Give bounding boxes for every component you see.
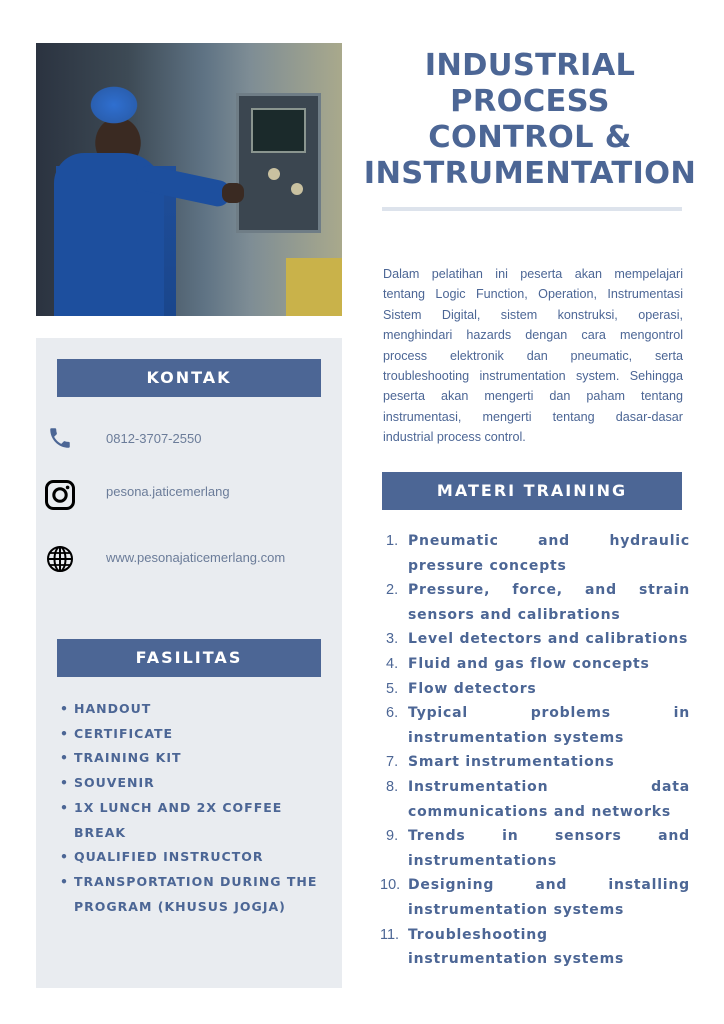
materi-item xyxy=(386,652,690,677)
contact-phone xyxy=(44,422,202,454)
materi-text: Trends in sensors and instrumentations xyxy=(408,828,690,869)
contact-website xyxy=(44,543,286,575)
facility-item: • QUALIFIED INSTRUCTOR xyxy=(58,845,328,870)
title-divider xyxy=(382,207,682,211)
facility-item: • SOUVENIR xyxy=(58,771,328,796)
materi-item xyxy=(380,923,690,972)
materi-item xyxy=(386,578,690,627)
control-screen-image xyxy=(251,108,306,153)
materi-text: Troubleshooting instrumentation systems xyxy=(408,926,625,968)
materi-item xyxy=(386,750,690,775)
materi-item xyxy=(386,824,690,873)
materi-number: 1. xyxy=(386,533,399,549)
materi-number: 10. xyxy=(380,877,401,894)
facility-item: • CERTIFICATE xyxy=(58,722,328,747)
materi-number: 2. xyxy=(386,582,399,599)
materi-number: 5. xyxy=(386,680,399,697)
instagram-handle[interactable]: pesona.jaticemerlang xyxy=(106,484,230,499)
materi-text: Pneumatic and hydraulic pressure concepts xyxy=(408,533,690,574)
materi-item xyxy=(386,701,690,750)
materi-text: Flow detectors xyxy=(408,680,537,697)
materi-number: 11. xyxy=(380,926,400,943)
materi-text: Level detectors and calibrations xyxy=(408,631,689,648)
contact-instagram xyxy=(44,479,230,511)
panel-knob xyxy=(268,168,280,180)
materi-item xyxy=(386,529,690,578)
contact-heading: KONTAK xyxy=(57,359,321,397)
materi-text: Instrumentation data communications and networks xyxy=(408,778,690,820)
hero-photo xyxy=(36,43,342,316)
panel-knob xyxy=(291,183,303,195)
materi-item xyxy=(386,775,690,824)
materi-number: 7. xyxy=(386,754,399,771)
worker-hand xyxy=(222,183,244,203)
page-title: INDUSTRIAL PROCESS CONTROL & INSTRUMENTATION xyxy=(363,48,697,191)
facility-item: • TRAINING KIT xyxy=(58,746,328,771)
materi-text: Pressure, force, and strain sensors and calibrations xyxy=(408,582,690,623)
phone-number[interactable]: 0812-3707-2550 xyxy=(106,431,202,446)
instagram-icon xyxy=(44,479,76,511)
materi-text: Typical problems in instrumentation systems xyxy=(408,705,690,746)
globe-icon xyxy=(44,543,76,575)
materi-number: 4. xyxy=(386,655,399,672)
facilities-list xyxy=(58,697,328,919)
machine-housing xyxy=(286,258,342,316)
materi-heading: MATERI TRAINING xyxy=(382,472,682,510)
materi-number: 3. xyxy=(386,631,399,648)
materi-item xyxy=(386,677,690,702)
materi-text: Fluid and gas flow concepts xyxy=(408,655,650,672)
materi-number: 6. xyxy=(386,705,399,722)
phone-icon xyxy=(44,422,76,454)
facility-item: • HANDOUT xyxy=(58,697,328,722)
facilities-heading: FASILITAS xyxy=(57,639,321,677)
materi-list xyxy=(380,529,690,972)
materi-number: 8. xyxy=(386,778,399,795)
materi-item xyxy=(386,627,690,652)
description: Dalam pelatihan ini peserta akan mempelajari tentang Logic Function, Operation, Instrumentasi Sistem Digital, sistem konstruksi, operasi, menghindari hazards dengan cara mengontrol process elektronik dan pneumatic, serta troubleshooting instrumentation system. Sehingga peserta akan mengerti dan paham tentang instrumentasi, mengerti tentang dasar-dasar industrial process control. xyxy=(383,267,683,445)
materi-item xyxy=(380,873,690,922)
facility-item: • TRANSPORTATION DURING THE PROGRAM (KHUSUS JOGJA) xyxy=(58,870,328,919)
website-url[interactable]: www.pesonajaticemerlang.com xyxy=(106,550,286,565)
materi-text: Smart instrumentations xyxy=(408,754,615,771)
facility-item: • 1X LUNCH AND 2X COFFEE BREAK xyxy=(58,796,328,845)
materi-text: Designing and installing instrumentation systems xyxy=(408,877,690,918)
materi-number: 9. xyxy=(386,828,399,845)
